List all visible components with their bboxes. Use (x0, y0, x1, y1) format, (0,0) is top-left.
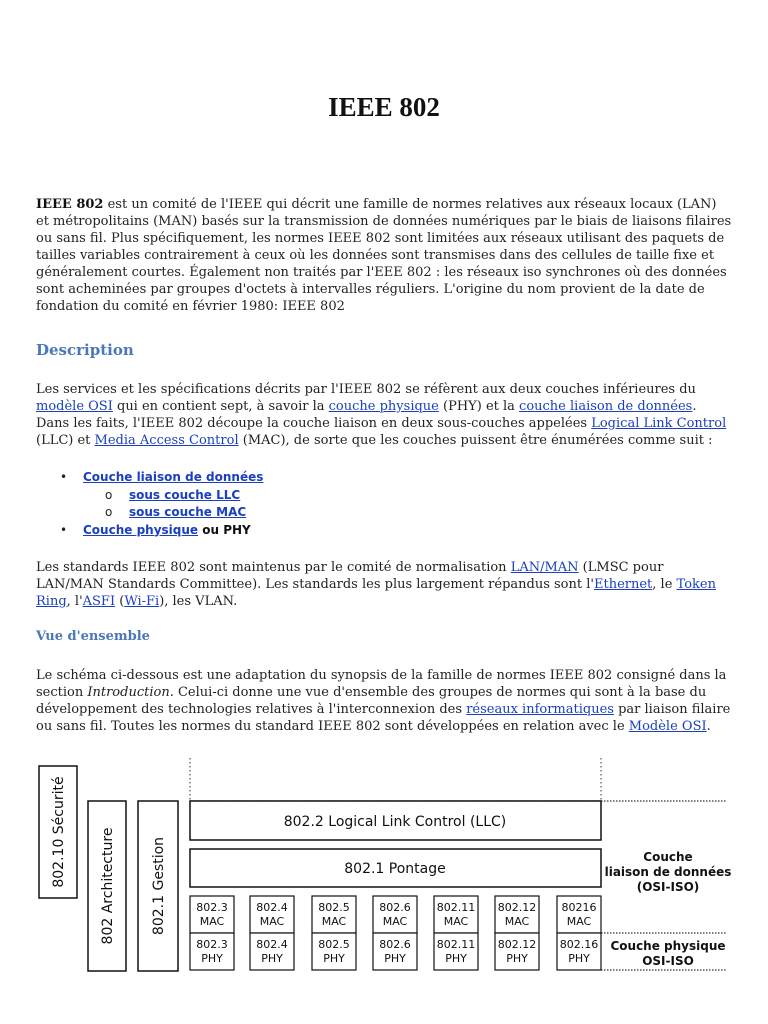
text-run: Dans les faits, l'IEEE 802 découpe la couche liaison en deux sous-couches appelées (36, 416, 592, 431)
mac-cell-label: MAC (504, 915, 530, 928)
ieee802-diagram (0, 750, 768, 1024)
mac-phy-cells (190, 896, 601, 970)
text-run: (PHY) et la (438, 399, 520, 414)
text-run: qui en contient sept, à savoir la (112, 399, 329, 414)
overview-heading: Vue d'ensemble (36, 629, 150, 644)
phy-cell-label: PHY (201, 952, 223, 965)
phy-cell-label: 802.5 (318, 938, 350, 951)
link-asfi[interactable]: ASFI (82, 594, 116, 609)
link-reseaux-informatiques[interactable]: réseaux informatiques (466, 702, 614, 717)
phy-cell-label: 802.16 (559, 938, 599, 951)
phy-cell-label: PHY (506, 952, 528, 965)
mac-cell-label: 802.11 (436, 901, 476, 914)
description-heading: Description (36, 341, 134, 359)
phy-cell-label: 802.12 (497, 938, 537, 951)
architecture-label: 802 Architecture (100, 827, 116, 945)
mac-cell-label: 802.12 (497, 901, 537, 914)
phy-cell-label: 802.4 (256, 938, 288, 951)
list-subitem (60, 487, 700, 505)
mac-cell-label: MAC (321, 915, 347, 928)
list-item (60, 469, 700, 487)
text-run: Les standards IEEE 802 sont maintenus par le comité de normalisation (36, 560, 511, 575)
mac-cell-label: MAC (443, 915, 469, 928)
link-couche-liaison-donnees[interactable]: Couche liaison de données (83, 470, 264, 484)
list-subitem (60, 504, 700, 522)
link-lan-man[interactable]: LAN/MAN (510, 560, 579, 575)
phy-cell-label: PHY (568, 952, 590, 965)
text-run: . (692, 399, 697, 414)
management-label: 802.1 Gestion (151, 836, 167, 936)
phy-cell-label: 802.3 (196, 938, 228, 951)
mac-cell-label: MAC (566, 915, 592, 928)
mac-cell-label: 802.6 (379, 901, 411, 914)
text-run: , le (652, 577, 677, 592)
bullet: • (60, 470, 68, 484)
description-paragraph (36, 381, 732, 449)
text-run: ( (115, 594, 125, 609)
security-label: 802.10 Sécurité (51, 776, 67, 888)
link-couche-physique-list[interactable]: Couche physique (83, 522, 199, 537)
link-token-ring[interactable]: Token Ring (36, 577, 716, 609)
text-run: . Celui-ci donne une vue d'ensemble des groupes de normes qui sont à la base du développement des technologies relatives à l'interconnexion des (36, 685, 707, 717)
list-item (60, 522, 700, 540)
intro-text: est un comité de l'IEEE qui décrit une famille de normes relatives aux réseaux locaux (LAN) et métropolitains (MAN) basés sur la transmission de données numériques par le biais de liaisons filaires ou sans fil. Plus spécifiquement, les normes IEEE 802 sont limitées aux réseaux utilisant des paquets de tailles variables contrairement à ceux où les données sont transmises dans des cellules de taille fixe et généralement courtes. Également non traités par l'EEE 802 : les réseaux iso synchrones où des données sont acheminées par groupes d'octets à intervalles réguliers. L'origine du nom provient de la date de fondation du comité en février 1980: IEEE 802 (36, 197, 732, 314)
bullet: • (60, 522, 68, 537)
intro-bold-term: IEEE 802 (36, 197, 104, 212)
mac-cell-label: 802.5 (318, 901, 350, 914)
phy-cell-label: PHY (384, 952, 406, 965)
llc-label: 802.2 Logical Link Control (LLC) (283, 814, 507, 830)
link-modele-osi[interactable]: modèle OSI (36, 399, 113, 414)
sub-bullet: o (105, 487, 113, 502)
phy-cell-label: PHY (445, 952, 467, 965)
standards-paragraph (36, 559, 732, 610)
text-run: , l' (66, 594, 83, 609)
text-run: Les services et les spécifications décrits par l'IEEE 802 se réfèrent aux deux couches inférieures du (36, 382, 696, 397)
text-run: (LLC) et (36, 433, 95, 448)
link-sous-couche-mac[interactable]: sous couche MAC (129, 505, 247, 519)
page-title: IEEE 802 (328, 92, 440, 122)
text-run: (MAC), de sorte que les couches puissent être énumérées comme suit : (238, 433, 713, 448)
link-media-access-control[interactable]: Media Access Control (94, 433, 239, 448)
bridging-label: 802.1 Pontage (344, 861, 446, 877)
layer-list (60, 469, 700, 539)
text-run: . (706, 719, 711, 734)
link-modele-osi-2[interactable]: Modèle OSI (628, 719, 707, 734)
sub-bullet: o (105, 505, 113, 519)
mac-cell-label: 802.4 (256, 901, 288, 914)
link-logical-link-control[interactable]: Logical Link Control (591, 416, 727, 431)
mac-cell-label: 80216 (561, 901, 597, 914)
phy-layer-label-2: OSI-ISO (642, 954, 694, 968)
text-run: Le schéma ci-dessous est une adaptation du synopsis de la famille de normes IEEE 802 consigné dans la section (36, 668, 727, 700)
text-run: ), les VLAN. (159, 594, 238, 609)
overview-paragraph (36, 667, 732, 735)
list-item-text: ou PHY (198, 522, 251, 537)
phy-cell-label: 802.11 (436, 938, 476, 951)
text-run: (LMSC pour LAN/MAN Standards Committee). Les standards les plus largement répandus sont l' (36, 560, 664, 592)
link-layer-label-3: (OSI-ISO) (636, 880, 700, 894)
mac-cell-label: MAC (259, 915, 285, 928)
mac-cell-label: MAC (382, 915, 408, 928)
mac-cell-label: MAC (199, 915, 225, 928)
link-wifi[interactable]: Wi-Fi (124, 594, 160, 609)
link-ethernet[interactable]: Ethernet (593, 577, 653, 592)
phy-cell-label: PHY (261, 952, 283, 965)
phy-cell-label: PHY (323, 952, 345, 965)
phy-cell-label: 802.6 (379, 938, 411, 951)
intro-paragraph (36, 196, 732, 315)
phy-layer-label-1: Couche physique (610, 939, 726, 953)
link-couche-physique[interactable]: couche physique (328, 399, 439, 414)
link-sous-couche-llc[interactable]: sous couche LLC (129, 487, 241, 502)
italic-introduction: Introduction (87, 685, 170, 700)
link-layer-label-2: liaison de données (604, 865, 732, 879)
link-couche-liaison[interactable]: couche liaison de données (519, 399, 693, 414)
link-layer-label-1: Couche (643, 850, 693, 864)
mac-cell-label: 802.3 (196, 901, 228, 914)
text-run: par liaison filaire ou sans fil. Toutes les normes du standard IEEE 802 sont développées en relation avec le (36, 702, 731, 734)
